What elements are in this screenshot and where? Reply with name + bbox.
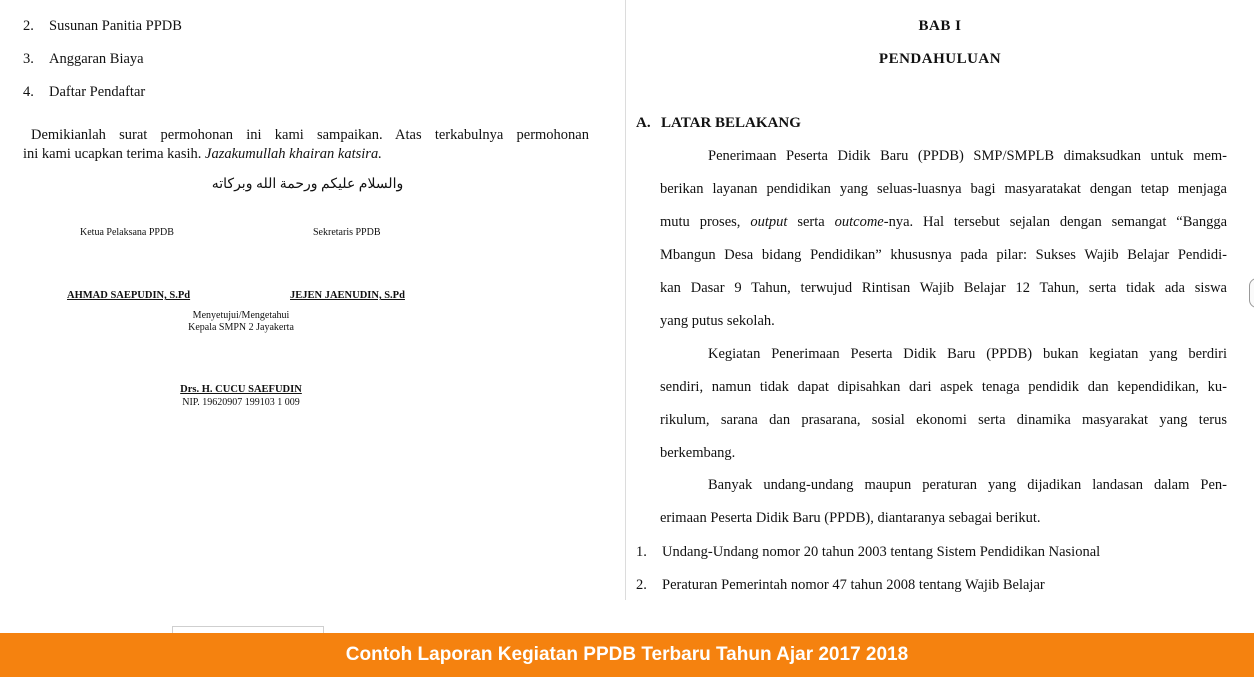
signer-name-left: AHMAD SAEPUDIN, S.Pd xyxy=(67,290,191,301)
signer-role-right: Sekretaris PPDB xyxy=(313,227,381,238)
paragraph-3 xyxy=(660,469,1227,535)
section-number: A. xyxy=(636,115,651,131)
paragraph-line: erimaan Peserta Didik Baru (PPDB), diantaranya sebagai berikut. xyxy=(660,510,1041,526)
list-text: Susunan Panitia PPDB xyxy=(49,18,182,34)
section-title: LATAR BELAKANG xyxy=(661,115,801,131)
paragraph-line: Banyak undang-undang maupun peraturan yang dijadikan landasan dalam Pen- xyxy=(708,477,1227,493)
left-document-page xyxy=(0,0,625,600)
scroll-handle[interactable] xyxy=(1249,278,1254,308)
signer-name-right: JEJEN JAENUDIN, S.Pd xyxy=(290,290,405,301)
list-item xyxy=(23,84,145,101)
list-text: Anggaran Biaya xyxy=(49,51,144,67)
closing-line-2: ini kami ucapkan terima kasih. Jazakumullah khairan katsira. xyxy=(23,146,382,162)
list-text: Daftar Pendaftar xyxy=(49,84,146,100)
paragraph-line: kan Dasar 9 Tahun, terwujud Rintisan Wajib Belajar 12 Tahun, serta tidak ada siswa xyxy=(660,280,1227,296)
paragraph-line: yang putus sekolah. xyxy=(660,313,775,329)
signer-role-left: Ketua Pelaksana PPDB xyxy=(80,227,174,238)
list-number: 4. xyxy=(23,84,34,100)
paragraph-line: Mbangun Desa bidang Pendidikan” khususnya pada pilar: Sukses Wajib Belajar Pendidi- xyxy=(660,247,1227,263)
right-document-page xyxy=(626,0,1254,600)
arabic-greeting: والسلام عليكم ورحمة الله وبركاته xyxy=(211,177,404,192)
list-number: 2. xyxy=(636,577,647,593)
footer-title: Contoh Laporan Kegiatan PPDB Terbaru Tahun Ajar 2017 2018 xyxy=(345,644,909,665)
list-number: 3. xyxy=(23,51,34,67)
closing-paragraph xyxy=(23,126,589,164)
list-text: Undang-Undang nomor 20 tahun 2003 tentang Sistem Pendidikan Nasional xyxy=(662,544,1101,560)
list-number: 2. xyxy=(23,18,34,34)
list-item xyxy=(23,18,182,35)
paragraph-line: Kegiatan Penerimaan Peserta Didik Baru (PPDB) bukan kegiatan yang berdiri xyxy=(708,346,1227,362)
closing-line-1: Demikianlah surat permohonan ini kami sampaikan. Atas terkabulnya permohonan xyxy=(31,127,589,143)
principal-nip: NIP. 19620907 199103 1 009 xyxy=(182,397,300,408)
footer-banner xyxy=(0,633,1254,677)
list-item xyxy=(23,51,144,68)
paragraph-line: mutu proses, output serta outcome-nya. Hal tersebut sejalan dengan semangat “Bangga xyxy=(660,214,1228,230)
paragraph-2 xyxy=(660,338,1227,470)
closing-prayer: Jazakumullah khairan katsira. xyxy=(205,146,382,162)
principal-name: Drs. H. CUCU SAEFUDIN xyxy=(180,384,302,395)
chapter-heading: BAB I xyxy=(918,18,962,34)
list-item xyxy=(636,577,1045,594)
paragraph-line: berikan layanan pendidikan yang seluas-luasnya bagi masyaratakat dengan tetap menjaga xyxy=(660,181,1227,197)
paragraph-line: berkembang. xyxy=(660,445,736,461)
paragraph-line: sendiri, namun tidak dapat dipisahkan dari aspek tenaga pendidik dan kependidikan, ku- xyxy=(660,379,1227,395)
section-heading xyxy=(636,115,801,132)
list-item xyxy=(636,544,1100,561)
paragraph-1 xyxy=(660,140,1227,338)
principal-role: Kepala SMPN 2 Jayakerta xyxy=(188,322,294,333)
approval-label: Menyetujui/Mengetahui xyxy=(192,310,290,321)
paragraph-line: Penerimaan Peserta Didik Baru (PPDB) SMP/SMPLB dimaksudkan untuk mem- xyxy=(708,148,1227,164)
chapter-title: PENDAHULUAN xyxy=(878,51,1002,67)
list-text: Peraturan Pemerintah nomor 47 tahun 2008 tentang Wajib Belajar xyxy=(662,577,1045,593)
list-number: 1. xyxy=(636,544,647,560)
paragraph-line: rikulum, sarana dan prasarana, sosial ekonomi serta dinamika masyarakat yang terus xyxy=(660,412,1227,428)
